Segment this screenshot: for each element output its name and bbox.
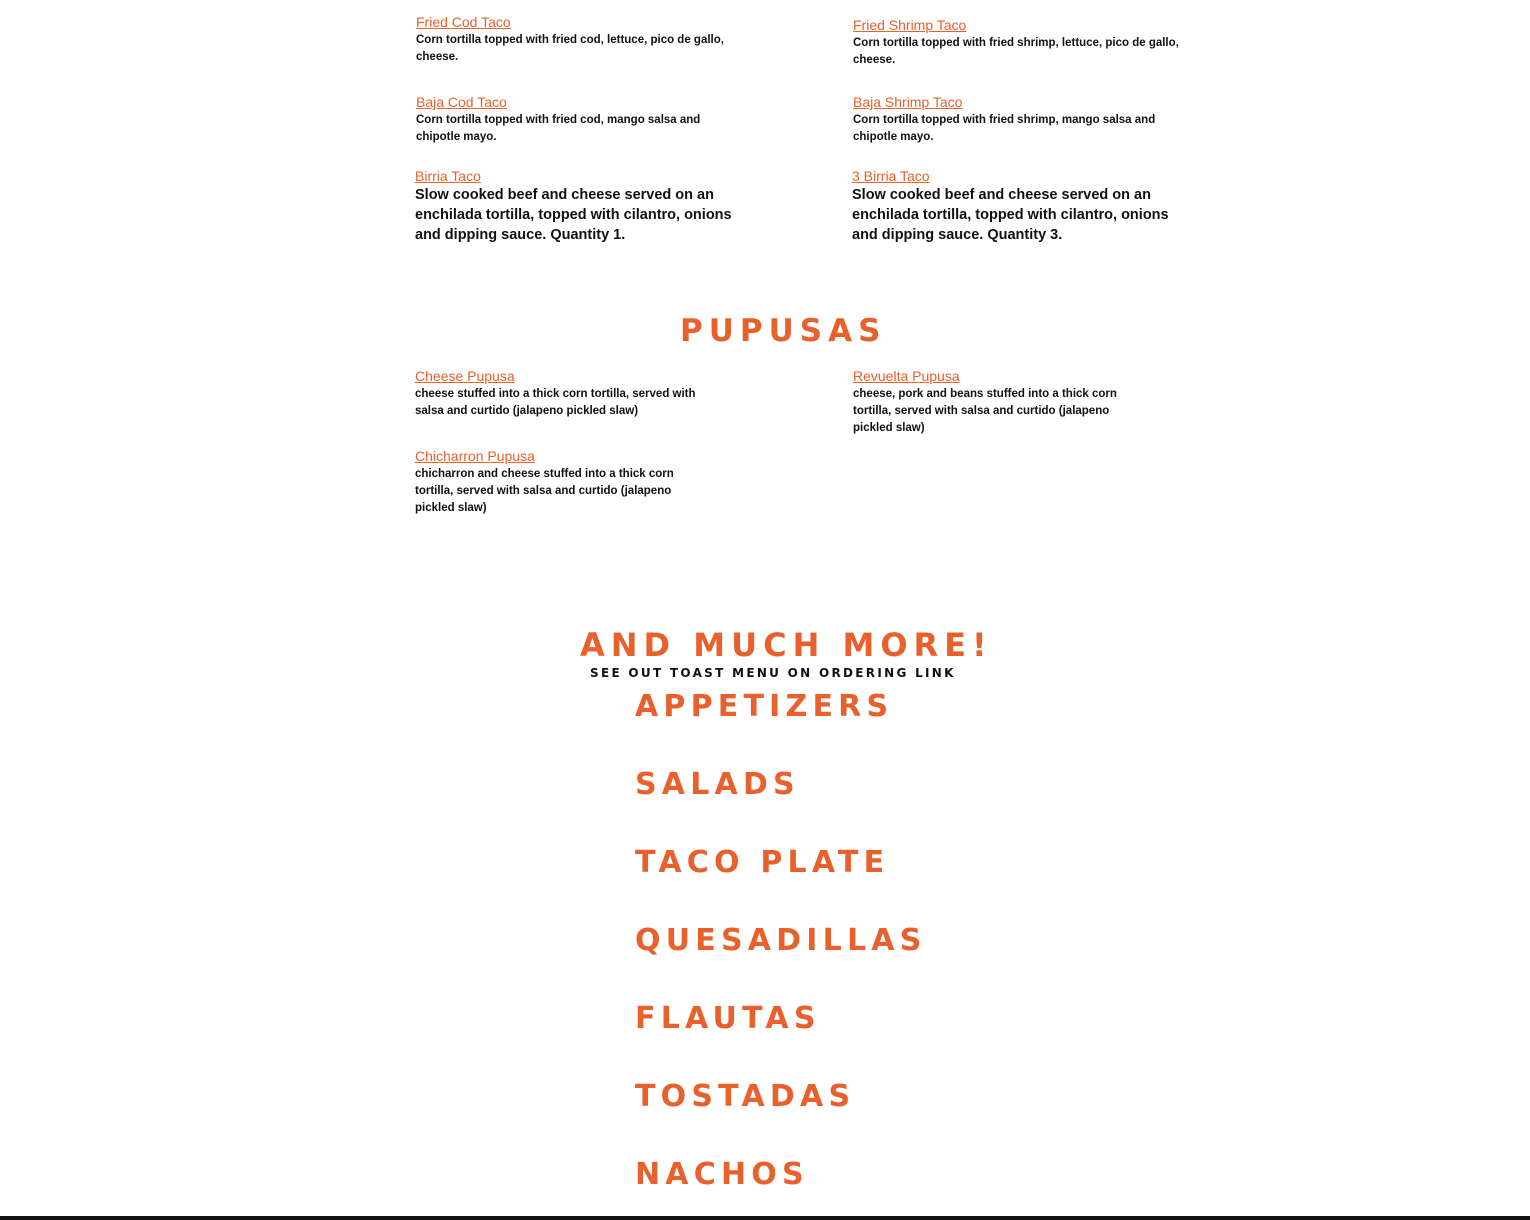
revuelta-pupusa-link[interactable]: Revuelta Pupusa bbox=[853, 368, 960, 384]
cheese-pupusa-link[interactable]: Cheese Pupusa bbox=[415, 368, 515, 384]
fried-cod-taco-link[interactable]: Fried Cod Taco bbox=[416, 14, 511, 30]
cheese-pupusa-description: cheese stuffed into a thick corn tortilla, served with salsa and curtido (jalapeno pickled slaw) bbox=[415, 388, 696, 417]
menu-item-cheese-pupusa bbox=[415, 367, 725, 420]
menu-item-3-birria-taco bbox=[852, 167, 1172, 245]
menu-item-baja-shrimp-taco bbox=[853, 93, 1183, 146]
category-tostadas[interactable]: TOSTADAS bbox=[635, 1079, 856, 1114]
category-appetizers[interactable]: APPETIZERS bbox=[635, 689, 894, 724]
pupusas-heading: PUPUSAS bbox=[680, 313, 887, 349]
menu-item-fried-shrimp-taco bbox=[853, 16, 1183, 69]
baja-cod-taco-description: Corn tortilla topped with fried cod, mango salsa and chipotle mayo. bbox=[416, 114, 701, 143]
birria-taco-description: Slow cooked beef and cheese served on an enchilada tortilla, topped with cilantro, onions and dipping sauce. Quantity 1. bbox=[415, 187, 732, 243]
fried-shrimp-taco-link[interactable]: Fried Shrimp Taco bbox=[853, 17, 967, 33]
fried-shrimp-taco-description: Corn tortilla topped with fried shrimp, lettuce, pico de gallo, cheese. bbox=[853, 37, 1179, 66]
category-taco-plate[interactable]: TACO PLATE bbox=[635, 845, 890, 880]
category-flautas[interactable]: FLAUTAS bbox=[635, 1001, 821, 1036]
category-nachos[interactable]: NACHOS bbox=[635, 1157, 809, 1192]
baja-shrimp-taco-link[interactable]: Baja Shrimp Taco bbox=[853, 94, 963, 110]
category-quesadillas[interactable]: QUESADILLAS bbox=[635, 923, 927, 958]
baja-shrimp-taco-description: Corn tortilla topped with fried shrimp, mango salsa and chipotle mayo. bbox=[853, 114, 1156, 143]
baja-cod-taco-link[interactable]: Baja Cod Taco bbox=[416, 94, 507, 110]
fried-cod-taco-description: Corn tortilla topped with fried cod, lettuce, pico de gallo, cheese. bbox=[416, 34, 724, 63]
revuelta-pupusa-description: cheese, pork and beans stuffed into a thick corn tortilla, served with salsa and curtido (jalapeno pickled slaw) bbox=[853, 388, 1117, 434]
3-birria-taco-description: Slow cooked beef and cheese served on an enchilada tortilla, topped with cilantro, onions and dipping sauce. Quantity 3. bbox=[852, 187, 1169, 243]
toast-menu-subheading: SEE OUT TOAST MENU ON ORDERING LINK bbox=[590, 666, 956, 680]
chicharron-pupusa-link[interactable]: Chicharron Pupusa bbox=[415, 448, 535, 464]
chicharron-pupusa-description: chicharron and cheese stuffed into a thick corn tortilla, served with salsa and curtido (jalapeno pickled slaw) bbox=[415, 468, 674, 514]
menu-item-baja-cod-taco bbox=[416, 93, 736, 146]
menu-item-fried-cod-taco bbox=[416, 13, 736, 66]
category-salads[interactable]: SALADS bbox=[635, 767, 800, 802]
menu-item-revuelta-pupusa bbox=[853, 367, 1143, 437]
menu-item-birria-taco bbox=[415, 167, 735, 245]
page-bottom-divider bbox=[0, 1216, 1530, 1220]
3-birria-taco-link[interactable]: 3 Birria Taco bbox=[852, 168, 930, 184]
birria-taco-link[interactable]: Birria Taco bbox=[415, 168, 481, 184]
and-much-more-heading: AND MUCH MORE! bbox=[580, 626, 993, 664]
menu-item-chicharron-pupusa bbox=[415, 447, 705, 517]
